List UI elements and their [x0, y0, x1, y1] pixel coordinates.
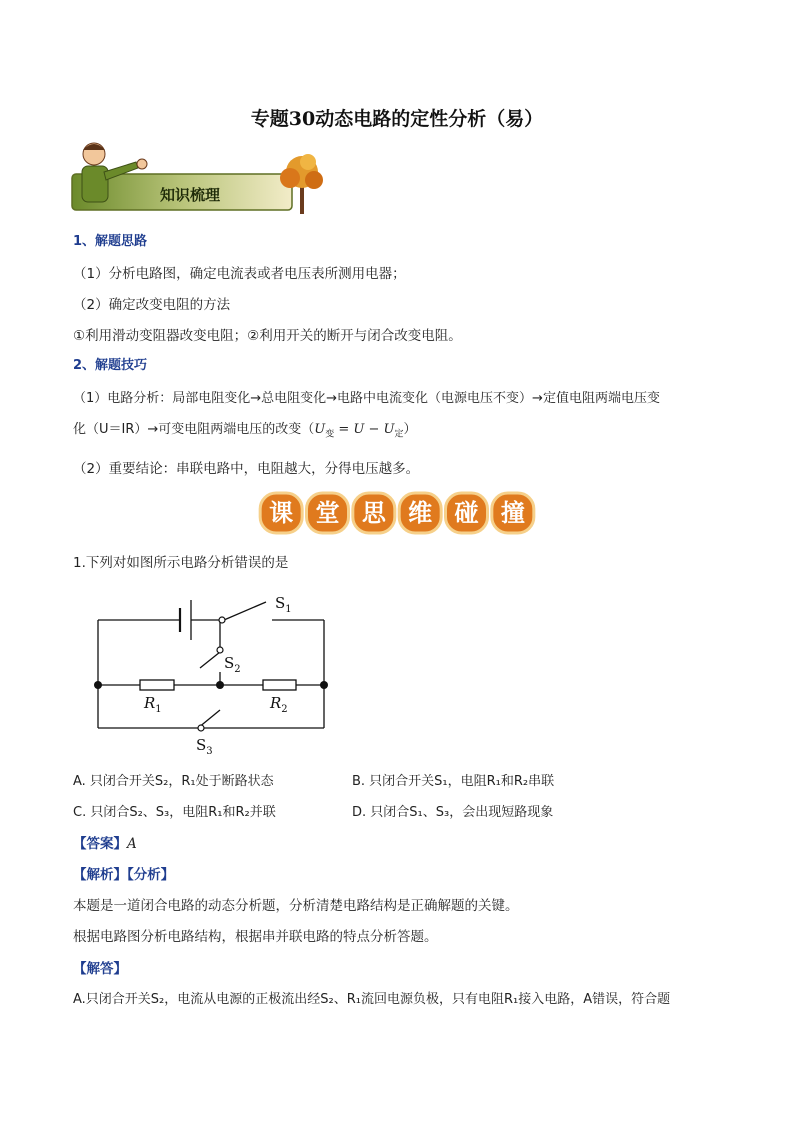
option-c: C. 只闭合S₂、S₃，电阻R₁和R₂并联 — [73, 805, 276, 820]
circuit-diagram — [88, 578, 338, 758]
page-title: 专题30动态电路的定性分析（易） — [250, 108, 544, 130]
banner-char: 碰 — [454, 499, 479, 527]
section2-line-3: （2）重要结论：串联电路中，电阻越大，分得电压越多。 — [73, 461, 420, 477]
label-s3: $S_3$ — [196, 736, 213, 757]
section2-line-1: （1）电路分析：局部电阻变化→总电阻变化→电路中电流变化（电源电压不变）→定值电阻两端电压变 — [73, 391, 660, 406]
knowledge-banner — [64, 138, 334, 218]
section1-line-3: ①利用滑动变阻器改变电阻；②利用开关的断开与闭合改变电阻。 — [73, 328, 462, 344]
banner-char: 堂 — [315, 499, 340, 527]
banner-label: 知识梳理 — [160, 186, 221, 204]
label-r1: $R_1$ — [144, 694, 162, 715]
section2-line-2: 化（U＝IR）→可变电阻两端电压的改变$(U_变 = U - U_定)$ — [73, 422, 417, 440]
solution-label: 【解答】 — [73, 961, 127, 977]
question-stem: 1.下列对如图所示电路分析错误的是 — [73, 555, 289, 571]
option-d: D. 只闭合S₁、S₃，会出现短路现象 — [352, 805, 554, 820]
label-r2: $R_2$ — [270, 694, 288, 715]
banner-char: 维 — [408, 499, 433, 527]
banner-char: 撞 — [500, 499, 525, 527]
answer-label: 【答案】 — [73, 836, 127, 852]
option-a: A. 只闭合开关S₂，R₁处于断路状态 — [73, 774, 274, 789]
analysis-label: 【解析】【分析】 — [73, 867, 175, 883]
label-s2: $S_2$ — [224, 654, 241, 675]
answer-value: A — [127, 836, 137, 852]
banner-char: 思 — [361, 499, 386, 527]
answer-line — [73, 832, 137, 852]
analysis-line-1: 本题是一道闭合电路的动态分析题，分析清楚电路结构是正确解题的关键。 — [73, 898, 519, 914]
solution-line: A.只闭合开关S₂，电流从电源的正极流出经S₂、R₁流回电源负极，只有电阻R₁接入电路，A错误，符合题 — [73, 992, 671, 1007]
section1-heading: 1、解题思路 — [73, 234, 148, 249]
classroom-banner — [258, 490, 536, 536]
banner-char: 课 — [269, 499, 294, 527]
section2-heading: 2、解题技巧 — [73, 358, 148, 373]
option-b: B. 只闭合开关S₁，电阻R₁和R₂串联 — [352, 774, 555, 789]
section1-line-1: （1）分析电路图，确定电流表或者电压表所测用电器； — [73, 266, 406, 282]
label-s1: $S_1$ — [275, 594, 292, 615]
section1-line-2: （2）确定改变电阻的方法 — [73, 297, 231, 313]
analysis-line-2: 根据电路图分析电路结构，根据串并联电路的特点分析答题。 — [73, 929, 438, 945]
